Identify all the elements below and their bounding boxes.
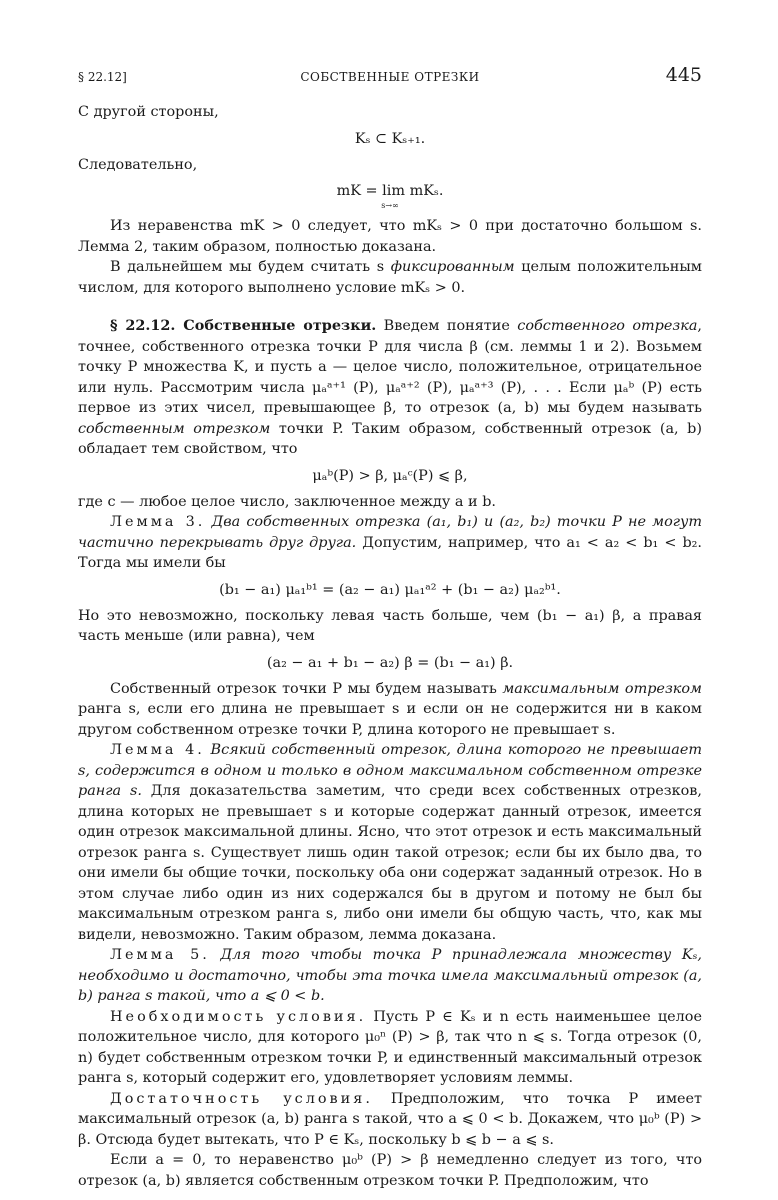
emphasis: собственным отрезком: [78, 420, 271, 437]
limit-expression: [337, 181, 444, 210]
equation: (a₂ − a₁ + b₁ − a₂) β = (b₁ − a₁) β.: [266, 654, 514, 671]
paragraph: С другой стороны,: [78, 104, 219, 120]
header-title: СОБСТВЕННЫЕ ОТРЕЗКИ: [300, 70, 480, 84]
paragraph: где c — любое целое число, заключенное между a и b.: [78, 493, 496, 510]
lemma-statement: Для того чтобы точка P принадлежала множеству Kₛ, необходимо и достаточно, чтобы эта точка имела максимальный отрезок (a, b) ранга s такой, что a ⩽ 0 < b.: [78, 947, 703, 1004]
paragraph: В дальнейшем мы будем считать s фиксированным целым положительным числом, для которого выполнено условие mKₛ > 0.: [78, 259, 702, 296]
lemma-statement: Два собственных отрезка (a₁, b₁) и (a₂, b₂) точки P не могут частично перекрывать друг друга.: [78, 514, 702, 551]
lemma-label: Лемма 5.: [110, 947, 210, 963]
lemma-statement: Всякий собственный отрезок, длина которого не превышает s, содержится в одном и только в одном максимальном собственном отрезке ранга s.: [78, 742, 702, 799]
header-section-ref: § 22.12]: [78, 70, 127, 84]
paragraph: Необходимость условия. Пусть P ∈ Kₛ и n есть наименьшее целое положительное число, для которого μ₀ⁿ (P) > β, так что n ⩽ s. Тогда отрезок (0, n) будет собственным отрезком точки P, и единственный максимальный отрезок ранга s, который содержит его, удовлетворяет условиям леммы.: [78, 1008, 702, 1086]
equation: [78, 181, 702, 210]
lemma-3: Лемма 3. Два собственных отрезка (a₁, b₁) и (a₂, b₂) точки P не могут частично перекрывать друг друга. Допустим, например, что a₁ < a₂ < b₁ < b₂. Тогда мы имели бы: [78, 514, 703, 571]
limit-subscript: s→∞: [381, 201, 399, 210]
proof-label: Достаточность условия.: [110, 1090, 373, 1107]
paragraph: Если a = 0, то неравенство μ₀ᵇ (P) > β немедленно следует из того, что отрезок (a, b) является собственным отрезком точки P. Предположим, что: [78, 1152, 702, 1189]
equation: μₐᵇ(P) > β, μₐᶜ(P) ⩽ β,: [312, 467, 468, 484]
lemma-5: [78, 945, 702, 1007]
paragraph: Из неравенства mK > 0 следует, что mKₛ > 0 при достаточно большом s. Лемма 2, таким образом, полностью доказана.: [78, 218, 702, 255]
section-paragraph: § 22.12. Собственные отрезки. Введем понятие собственного отрезка, точнее, собственного отрезка точки P для числа β (см. леммы 1 и 2). Возьмем точку P множества K, и пусть a — целое число, положительное, отрицательное или нуль. Рассмотрим числа μₐᵃ⁺¹ (P), μₐᵃ⁺² (P), μₐᵃ⁺³ (P), . . . Если μₐᵇ (P) есть первое из этих чисел, превышающее β, то отрезок (a, b) мы будем называть собственным отрезком точки P. Таким образом, собственный отрезок (a, b) обладает тем свойством, что: [78, 317, 702, 457]
equation: (b₁ − a₁) μₐ₁ᵇ¹ = (a₂ − a₁) μₐ₁ᵃ² + (b₁ − a₂) μₐ₂ᵇ¹.: [219, 581, 561, 598]
paragraph: Но это невозможно, поскольку левая часть больше, чем (b₁ − a₁) β, а правая часть меньше (или равна), чем: [78, 607, 702, 644]
lemma-label: Лемма 4.: [110, 742, 205, 758]
limit-main: mK = lim mKₛ.: [336, 183, 444, 199]
emphasis: собственного отрезка: [517, 318, 698, 334]
page: [78, 62, 703, 1189]
lemma-4: Лемма 4. Всякий собственный отрезок, длина которого не превышает s, содержится в одном и только в одном максимальном собственном отрезке ранга s. Для доказательства заметим, что среди всех собственных отрезков, длина которых не превышает s и которые содержат данный отрезок, имеется один отрезок максимальной длины. Ясно, что этот отрезок и есть максимальный отрезок ранга s. Существует лишь один такой отрезок; если бы их было два, то они имели бы общие точки, поскольку оба они содержат заданный отрезок. Но в этом случае либо один из них содержался бы в другом и потому не был бы максимальным отрезком ранга s, либо они имели бы общую часть, что, как мы видели, невозможно. Таким образом, лемма доказана.: [78, 742, 702, 943]
paragraph: Достаточность условия. Предположим, что точка P имеет максимальный отрезок (a, b) ранга s такой, что a ⩽ 0 < b. Докажем, что μ₀ᵇ (P) > β. Отсюда будет вытекать, что P ∈ Kₛ, поскольку b ⩽ b − a ⩽ s.: [78, 1090, 703, 1148]
section-title: § 22.12. Собственные отрезки.: [110, 317, 377, 334]
emphasis: максимальным отрезком: [502, 680, 702, 697]
running-header: [78, 62, 702, 102]
proof-label: Необходимость условия.: [110, 1008, 367, 1025]
equation: Kₛ ⊂ Kₛ₊₁.: [354, 130, 426, 147]
page-number: 445: [665, 64, 702, 86]
lemma-label: Лемма 3.: [110, 514, 206, 530]
paragraph: Следовательно,: [78, 156, 198, 173]
emphasis: фиксированным: [390, 259, 515, 275]
paragraph: Собственный отрезок точки P мы будем называть максимальным отрезком ранга s, если его длина не превышает s и если он не содержится ни в каком другом собственном отрезке точки P, длина которого не превышает s.: [78, 680, 702, 738]
